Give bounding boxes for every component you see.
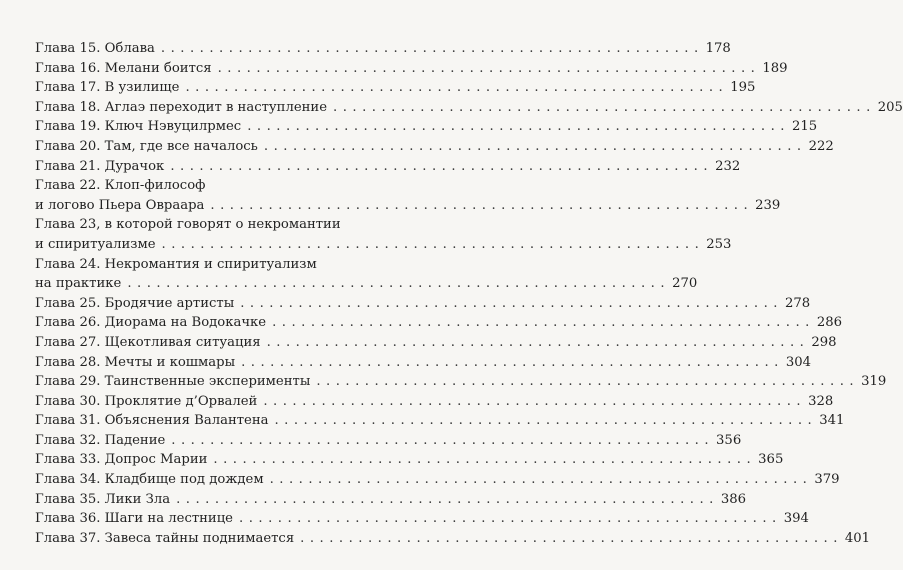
dot-leader: ........................................................: [176, 491, 719, 507]
toc-entry-title: Глава 36. Шаги на лестнице: [35, 511, 233, 527]
dot-leader: ........................................................: [272, 315, 815, 331]
toc-entry-page: 178: [705, 41, 731, 56]
toc-entry-page: 379: [814, 472, 840, 488]
toc-entry: [35, 39, 731, 59]
toc-entry: [35, 215, 732, 254]
toc-entry-title-line1: Глава 24. Некромантия и спиритуализм: [35, 256, 317, 272]
toc-entry: [35, 353, 812, 373]
dot-leader: ........................................................: [263, 138, 807, 154]
toc-entry-page: 319: [861, 374, 887, 390]
toc-entry: [35, 137, 834, 157]
toc-entry-title-line1: Глава 23, в которой говорят о некромантии: [35, 217, 341, 233]
toc-entry-title: и логово Пьера Овраара: [35, 197, 205, 213]
toc-entry-title: Глава 15. Облава: [35, 41, 155, 56]
dot-leader: ........................................................: [210, 197, 754, 213]
dot-leader: ........................................................: [217, 60, 761, 76]
toc-entry-title: Глава 34. Кладбище под дождем: [35, 472, 264, 488]
toc-entry: [35, 157, 741, 177]
toc-entry-title: Глава 19. Ключ Нэвуцилрмес: [35, 119, 242, 135]
dot-leader: ........................................................: [274, 413, 818, 429]
toc-entry-title: Глава 17. В узилище: [35, 80, 180, 96]
toc-entry: [35, 59, 788, 79]
toc-entry-title: Глава 20. Там, где все началось: [35, 138, 258, 154]
toc-entry: [35, 255, 698, 294]
toc-entry-page: 401: [844, 530, 871, 546]
toc-entry: [35, 176, 781, 215]
toc-entry-page: 298: [811, 334, 837, 350]
toc-entry-title: Глава 28. Мечты и кошмары: [35, 354, 236, 370]
table-of-contents: [35, 39, 903, 548]
dot-leader: ........................................................: [263, 393, 807, 409]
toc-entry-title: Глава 31. Объяснения Валантена: [35, 413, 269, 429]
toc-entry-page: 386: [720, 491, 747, 507]
toc-entry-page: 328: [808, 393, 834, 409]
toc-entry: [35, 450, 784, 470]
toc-entry: [35, 294, 811, 314]
dot-leader: ........................................................: [240, 295, 783, 311]
toc-entry: [35, 529, 871, 549]
toc-entry-page: 278: [784, 295, 811, 311]
dot-leader: ........................................................: [171, 432, 715, 448]
toc-entry: [35, 313, 843, 333]
toc-entry-title: Глава 27. Щекотливая ситуация: [35, 334, 261, 350]
dot-leader: ........................................................: [316, 374, 860, 390]
toc-entry: [35, 333, 837, 353]
toc-entry-page: 304: [785, 354, 812, 370]
dot-leader: ........................................................: [185, 80, 729, 96]
toc-entry-title: на практике: [35, 276, 122, 292]
toc-entry-page: 341: [819, 413, 845, 429]
toc-entry: [35, 490, 747, 510]
dot-leader: ........................................................: [213, 452, 757, 468]
toc-entry-title: и спиритуализме: [35, 236, 156, 252]
toc-entry-title: Глава 16. Мелани боится: [35, 60, 212, 76]
toc-entry: [35, 372, 887, 392]
toc-entry: [35, 78, 756, 98]
toc-entry: [35, 98, 903, 118]
toc-entry-title: Глава 33. Допрос Марии: [35, 452, 208, 468]
dot-leader: ........................................................: [239, 511, 782, 527]
toc-entry-title-line1: Глава 22. Клоп-философ: [35, 178, 206, 194]
toc-entry-page: 270: [672, 276, 698, 292]
toc-entry-page: 286: [816, 315, 843, 331]
toc-entry-title: Глава 37. Завеса тайны поднимается: [35, 530, 295, 546]
toc-entry-page: 239: [755, 197, 781, 213]
dot-leader: ........................................................: [247, 119, 790, 135]
toc-entry-title: Глава 25. Бродячие артисты: [35, 295, 235, 311]
dot-leader: ........................................................: [170, 158, 714, 174]
toc-entry-title: Глава 26. Диорама на Водокачке: [35, 315, 267, 331]
dot-leader: ........................................................: [333, 99, 876, 115]
toc-entry-page: 215: [791, 119, 818, 135]
dot-leader: ........................................................: [127, 276, 671, 292]
toc-entry-page: 189: [762, 60, 788, 76]
toc-entry-page: 365: [758, 452, 784, 468]
toc-entry-page: 394: [783, 511, 809, 527]
toc-entry-page: 205: [877, 99, 903, 115]
dot-leader: ........................................................: [161, 236, 705, 252]
toc-entry-title: Глава 29. Таинственные эксперименты: [35, 374, 311, 390]
toc-entry: [35, 392, 834, 412]
toc-entry-title: Глава 21. Дурачок: [35, 158, 165, 174]
dot-leader: ........................................................: [300, 530, 843, 546]
toc-entry: [35, 470, 840, 490]
dot-leader: ........................................................: [269, 472, 813, 488]
toc-entry-page: 195: [730, 80, 756, 96]
toc-entry-title: Глава 30. Проклятие д’Орвалей: [35, 393, 258, 409]
toc-entry: [35, 117, 818, 137]
toc-entry-page: 232: [715, 158, 741, 174]
toc-entry-page: 222: [808, 138, 834, 154]
toc-entry: [35, 431, 742, 451]
toc-entry: [35, 411, 845, 431]
toc-entry-title: Глава 18. Аглаэ переходит в наступление: [35, 99, 328, 115]
toc-entry-page: 356: [716, 432, 742, 448]
dot-leader: ........................................................: [160, 41, 704, 56]
dot-leader: ........................................................: [241, 354, 784, 370]
toc-entry: [35, 509, 809, 529]
toc-entry-page: 253: [706, 236, 732, 252]
dot-leader: ........................................................: [266, 334, 810, 350]
toc-entry-title: Глава 32. Падение: [35, 432, 166, 448]
toc-entry-title: Глава 35. Лики Зла: [35, 491, 171, 507]
